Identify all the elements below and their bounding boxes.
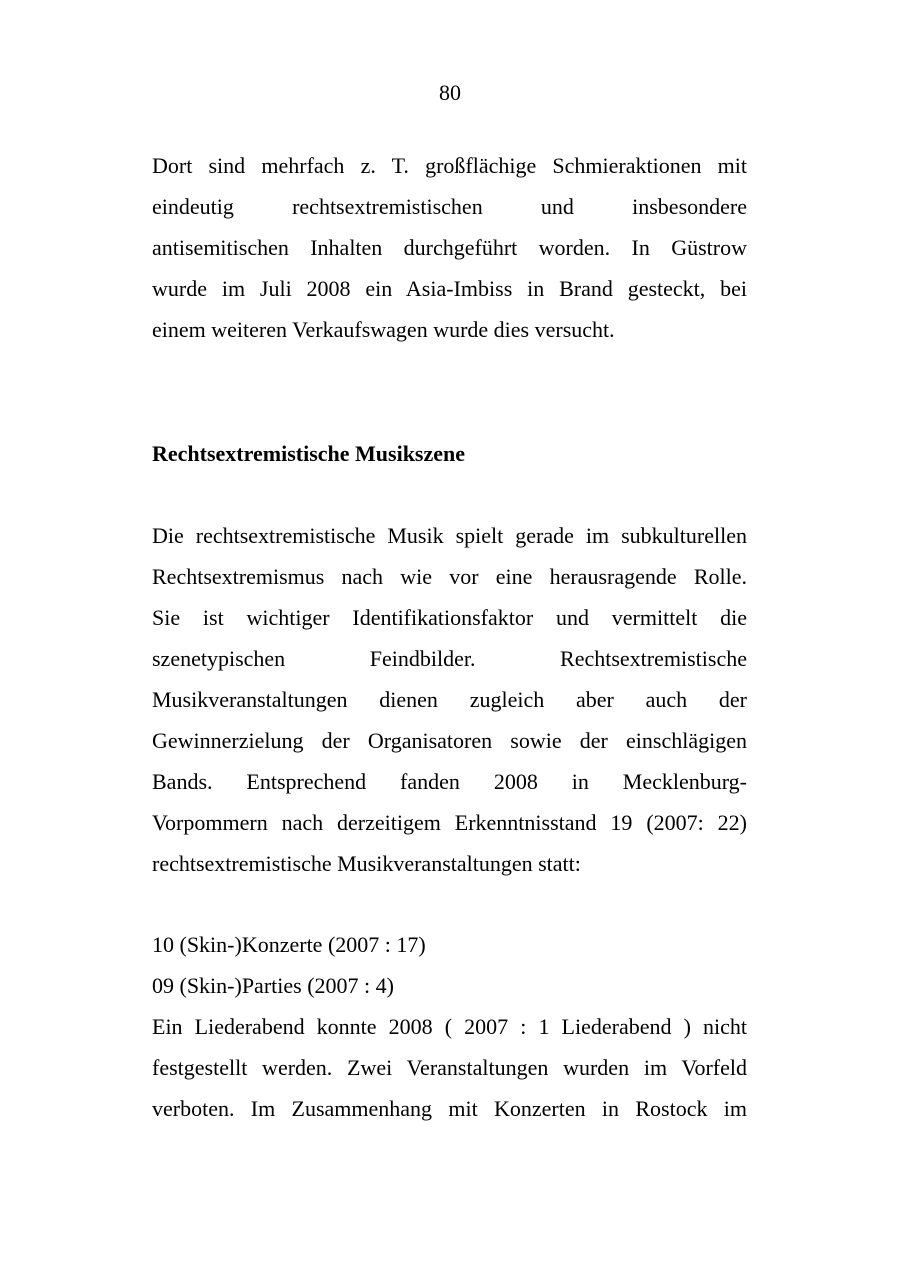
section-heading	[152, 433, 747, 474]
event-list	[152, 924, 747, 1129]
text-line: Sie ist wichtiger Identifikationsfaktor und vermittelt die	[152, 605, 747, 630]
list-item: 09 (Skin-)Parties (2007 : 4)	[152, 973, 394, 998]
text-line: rechtsextremistische Musikveranstaltungen statt:	[152, 851, 581, 876]
text-line: Rechtsextremismus nach wie vor eine herausragende Rolle.	[152, 564, 747, 589]
text-line: szenetypischen Feindbilder. Rechtsextremistische	[152, 646, 747, 671]
text-line: Vorpommern nach derzeitigem Erkenntnisstand 19 (2007: 22)	[152, 810, 747, 835]
text-line: eindeutig rechtsextremistischen und insbesondere	[152, 194, 747, 219]
paragraph-2	[152, 515, 747, 884]
text-line: Ein Liederabend konnte 2008 ( 2007 : 1 Liederabend ) nicht	[152, 1014, 747, 1039]
page-number: 80	[439, 80, 461, 105]
text-line: einem weiteren Verkaufswagen wurde dies versucht.	[152, 317, 615, 342]
text-line: Gewinnerzielung der Organisatoren sowie der einschlägigen	[152, 728, 747, 753]
text-line: Dort sind mehrfach z. T. großflächige Schmieraktionen mit	[152, 153, 747, 178]
text-line: wurde im Juli 2008 ein Asia-Imbiss in Brand gesteckt, bei	[152, 276, 747, 301]
text-line: Die rechtsextremistische Musik spielt gerade im subkulturellen	[152, 523, 747, 548]
text-line: festgestellt werden. Zwei Veranstaltungen wurden im Vorfeld	[152, 1055, 747, 1080]
text-line: verboten. Im Zusammenhang mit Konzerten in Rostock im	[152, 1096, 747, 1121]
text-line: Musikveranstaltungen dienen zugleich aber auch der	[152, 687, 747, 712]
paragraph-1	[152, 145, 747, 350]
text-line: antisemitischen Inhalten durchgeführt worden. In Güstrow	[152, 235, 747, 260]
heading-text: Rechtsextremistische Musikszene	[152, 441, 466, 466]
text-line: Bands. Entsprechend fanden 2008 in Mecklenburg-	[152, 769, 747, 794]
list-item: 10 (Skin-)Konzerte (2007 : 17)	[152, 932, 426, 957]
